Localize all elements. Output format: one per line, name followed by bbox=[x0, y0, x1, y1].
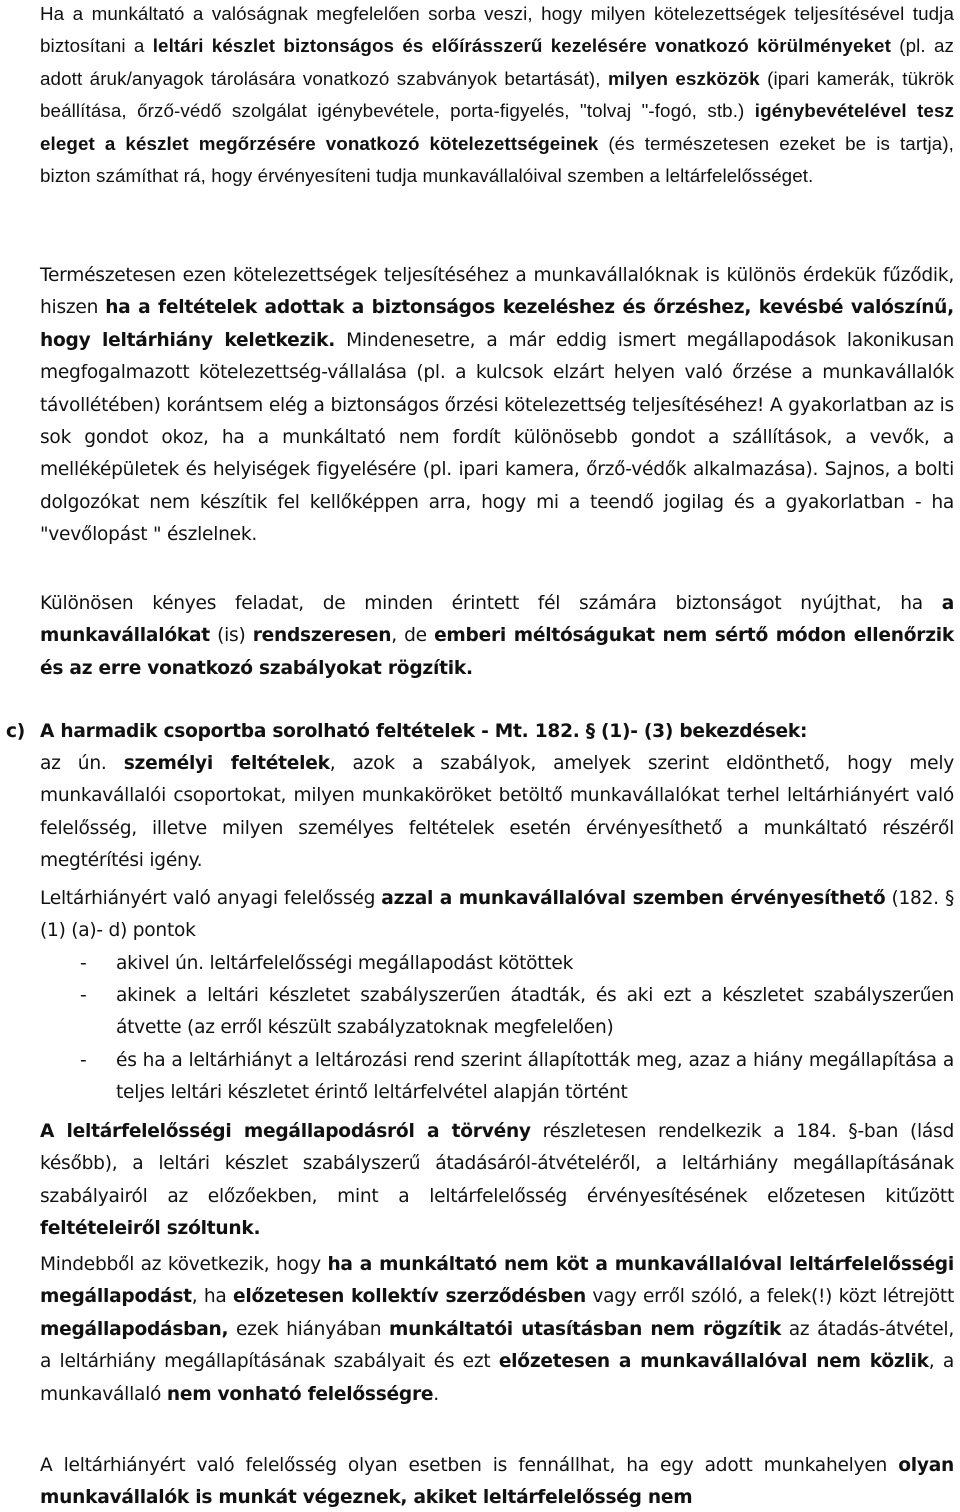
bold-text-run: emberi méltóságukat nem sértő módon ellenőrzik és az erre vonatkozó szabályokat rögzítik. bbox=[40, 625, 955, 679]
bold-text-run: leltári készlet biztonságos és előírásszerű kezelésére vonatkozó körülményeket bbox=[152, 35, 891, 57]
text-run: (és természetesen ezeket be is tartja), bizton számíthat rá, hogy érvényesíteni tudja munkavállalóival szemben a leltárfelelősséget. bbox=[40, 132, 955, 187]
bold-text-run: nem vonható felelősségre bbox=[166, 1383, 434, 1405]
text-run: (pl. az adott áruk/anyagok tárolására vonatkozó szabványok betartását), bbox=[40, 35, 954, 89]
paragraph-agreement-law bbox=[40, 1116, 954, 1246]
paragraph-inventory-security bbox=[40, 0, 954, 192]
bold-text-run: munkáltatói utasításban nem rögzítik bbox=[389, 1318, 782, 1340]
text-run: ezek hiányában bbox=[228, 1318, 390, 1340]
list-item-text: akinek a leltári készletet szabályszerűen átadták, és aki ezt a készletet szabályszerűen átvette (az erről készült szabályzatoknak megfelelően) bbox=[116, 985, 954, 1039]
paragraph-shared-workplace bbox=[40, 1450, 954, 1512]
text-run: részletesen rendelkezik a 184. §-ban (lásd később), a leltári készlet szabályszerű átadásáról-átvételéről, a leltárhiány megállapításának szabályairól az előzőekben, mint a leltárfelelősség érvényesítésének előzetesen kitűzött bbox=[40, 1121, 955, 1207]
bold-text-run: előzetesen a munkavállalóval nem közlik bbox=[498, 1351, 929, 1373]
bold-text-run: megállapodásban, bbox=[40, 1318, 229, 1340]
bold-text-run: igénybevételével tesz eleget a készlet megőrzésére vonatkozó kötelezettségeinek bbox=[40, 100, 954, 154]
paragraph-personal-conditions bbox=[40, 748, 954, 878]
text-run: Ha a munkáltató a valóságnak megfelelően sorba veszi, hogy milyen kötelezettségek teljesítésével tudja biztosítani a bbox=[40, 3, 954, 57]
text-run: Leltárhiányért való anyagi felelősség bbox=[40, 888, 382, 909]
text-run: (ipari kamerák, tükrök beállítása, őrző-védő szolgálat igénybevétele, porta-figyelés, "tolvaj "-fogó, stb.) bbox=[40, 67, 954, 122]
bold-text-run: a munkavállalókat bbox=[40, 593, 954, 647]
list-dash: - bbox=[80, 985, 87, 1006]
list-item-text: és ha a leltárhiányt a leltározási rend szerint állapították meg, azaz a hiány megállapítása a teljes leltári készletet érintő leltárfelvétel alapján történt bbox=[116, 1050, 954, 1104]
text-run: vagy erről szóló, a felek(!) közt létrejött bbox=[585, 1286, 954, 1308]
bold-text-run: feltételeiről szóltunk. bbox=[40, 1218, 261, 1240]
text-run: Mindebből az következik, hogy bbox=[40, 1254, 328, 1275]
list-item bbox=[80, 948, 954, 980]
text-run: (is) bbox=[209, 625, 253, 647]
section-c-label: c) bbox=[6, 721, 26, 742]
bold-text-run: milyen eszközök bbox=[607, 67, 760, 89]
text-run: A leltárhiányért való felelősség olyan esetben is fennállhat, ha egy adott munkahelyen bbox=[40, 1455, 899, 1476]
text-run: az átadás-átvétel, a leltárhiány megállapításának szabályait és ezt bbox=[40, 1318, 954, 1373]
text-run: , a munkavállaló bbox=[40, 1351, 955, 1405]
list-dash: - bbox=[80, 1050, 87, 1071]
paragraph-consequences bbox=[40, 1249, 954, 1411]
bold-text-run: A leltárfelelősségi megállapodásról a törvény bbox=[40, 1121, 531, 1142]
text-run: . bbox=[433, 1383, 439, 1405]
text-run: az ún. bbox=[40, 753, 124, 774]
paragraph-employee-interest bbox=[40, 260, 954, 552]
section-c-heading bbox=[6, 716, 956, 748]
text-run: (182. § (1) (a)- d) pontok bbox=[40, 888, 954, 942]
section-c-title: A harmadik csoportba sorolható feltételek - Mt. 182. § (1)- (3) bekezdések: bbox=[40, 721, 808, 742]
text-run: Mindenesetre, a már eddig ismert megállapodások lakonikusan megfogalmazott kötelezettség-vállalása (pl. a kulcsok elzárt helyen való őrzése a munkavállalók távollétében) korántsem elég a biztonságos őrzési kötelezettség teljesítéséhez! A gyakorlatban az is sok gondot okoz, ha a munkáltató nem fordít különösebb gondot a szállítások, a vevők, a melléképületek és helyiségek figyelésére (pl. ipari kamera, őrző-védők alkalmazása). Sajnos, a bolti dolgozókat nem készítik fel kellőképpen arra, hogy mi a teendő jogilag és a gyakorlatban - ha "vevőlopást " észlelnek. bbox=[40, 329, 954, 546]
text-run: , ha bbox=[191, 1286, 233, 1308]
list-item bbox=[80, 1045, 954, 1110]
bold-text-run: ha a feltételek adottak a biztonságos kezeléshez és őrzéshez, kevésbé valószínű, hogy leltárhiány keletkezik. bbox=[40, 297, 954, 351]
text-run: Természetesen ezen kötelezettségek teljesítéséhez a munkavállalóknak is különös érdekük fűződik, hiszen bbox=[40, 265, 954, 319]
bold-text-run: személyi feltételek bbox=[123, 753, 330, 774]
bold-text-run: olyan munkavállalók is munkát végeznek, akiket leltárfelelősség nem bbox=[40, 1455, 954, 1509]
bold-text-run: előzetesen kollektív szerződésben bbox=[232, 1286, 586, 1308]
list-item bbox=[80, 980, 954, 1045]
text-run: , de bbox=[391, 625, 435, 647]
text-run: , azok a szabályok, amelyek szerint eldönthető, hogy mely munkavállalói csoportokat, milyen munkaköröket betöltő munkavállalókat terhel leltárhiányért való felelősség, illetve milyen személyes feltételek esetén érvényesíthető a munkáltató részéről megtérítési igény. bbox=[40, 753, 954, 872]
list-dash: - bbox=[80, 953, 87, 974]
bold-text-run: rendszeresen bbox=[252, 625, 392, 647]
bold-text-run: ha a munkáltató nem köt a munkavállalóval leltárfelelősségi megállapodást bbox=[40, 1254, 954, 1308]
text-run: Különösen kényes feladat, de minden érintett fél számára biztonságot nyújthat, ha bbox=[40, 593, 942, 614]
paragraph-employee-checks bbox=[40, 588, 954, 685]
bold-text-run: azzal a munkavállalóval szemben érvényesíthető bbox=[381, 888, 886, 909]
list-item-text: akivel ún. leltárfelelősségi megállapodást kötöttek bbox=[116, 953, 574, 974]
paragraph-material-liability bbox=[40, 883, 954, 948]
